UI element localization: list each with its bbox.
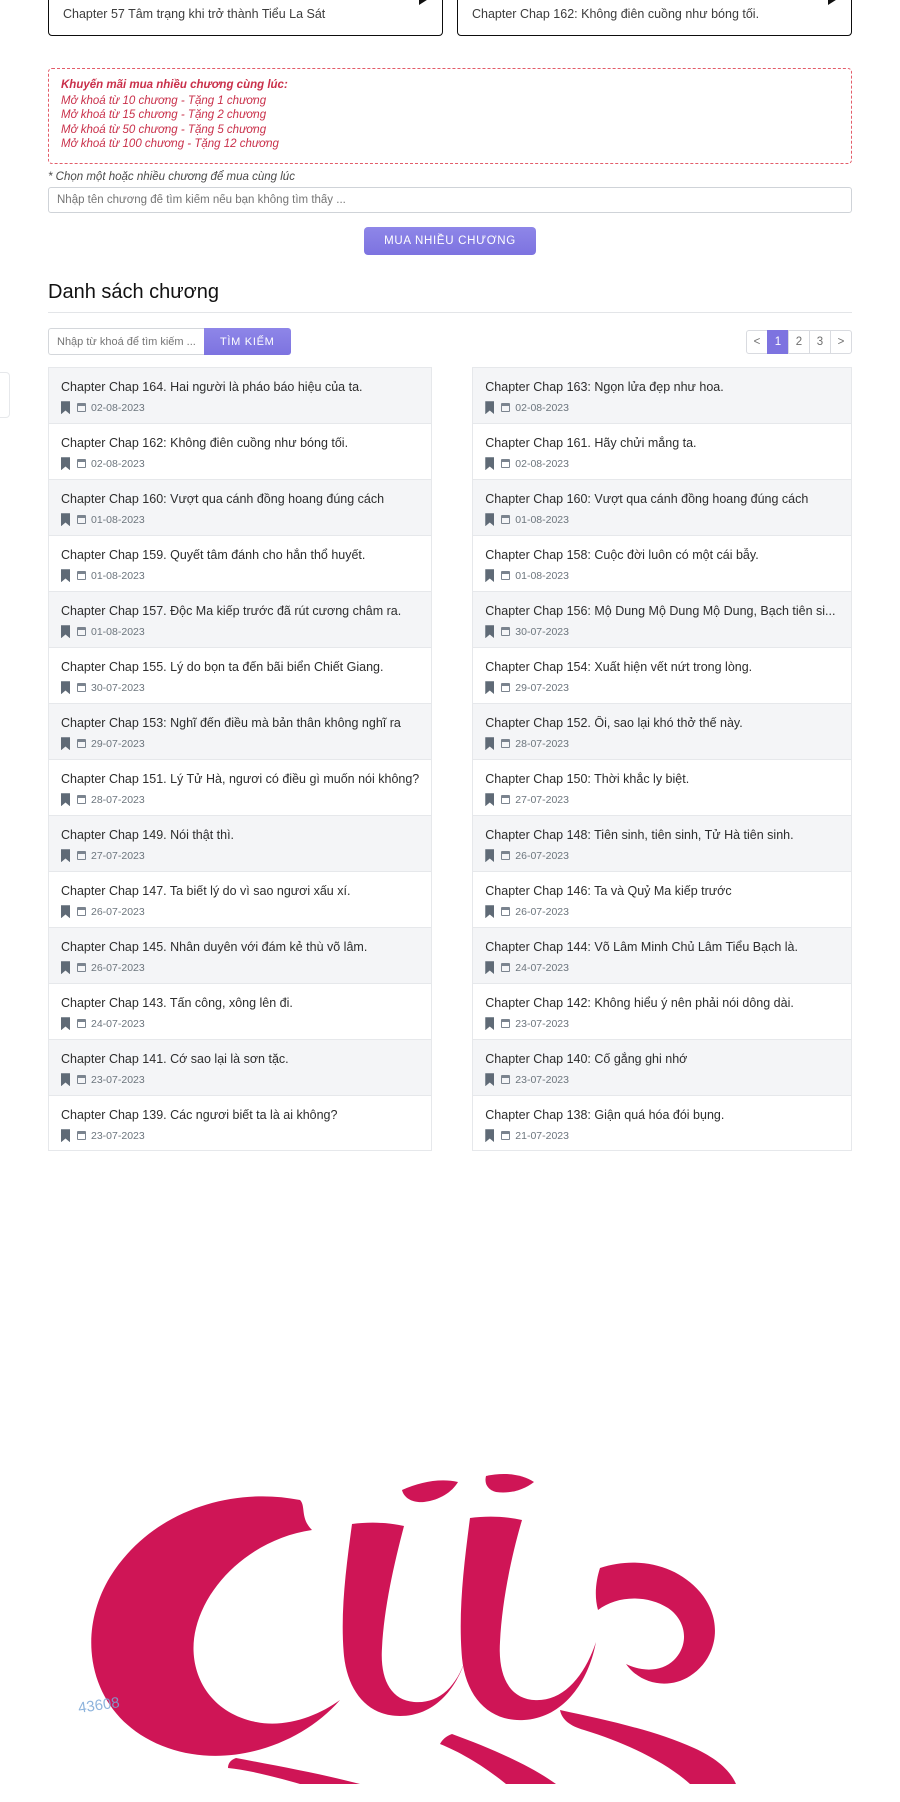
search-button[interactable]: TÌM KIẾM xyxy=(204,328,291,355)
chapter-date: 23-07-2023 xyxy=(91,1073,145,1086)
top-chapter-cards xyxy=(0,0,900,36)
calendar-icon xyxy=(77,403,86,412)
first-chapter-subtitle: Chapter 57 Tâm trạng khi trở thành Tiểu La Sát xyxy=(63,7,326,21)
pagination-next[interactable]: > xyxy=(830,330,852,354)
chapter-date: 01-08-2023 xyxy=(515,569,569,582)
chapter-date: 23-07-2023 xyxy=(515,1017,569,1030)
calendar-icon xyxy=(77,851,86,860)
calligraphy-artwork xyxy=(0,1472,900,1784)
latest-chapter-subtitle: Chapter Chap 162: Không điên cuồng như bóng tối. xyxy=(472,7,760,21)
list-item[interactable] xyxy=(48,871,432,927)
calendar-icon xyxy=(501,1075,510,1084)
chapter-date: 01-08-2023 xyxy=(91,625,145,638)
watermark-code: 43608 xyxy=(77,1694,121,1717)
chapter-title: Chapter Chap 149. Nói thật thì. xyxy=(61,828,235,843)
chapter-title: Chapter Chap 146: Ta và Quỷ Ma kiếp trước xyxy=(485,884,732,899)
calendar-icon xyxy=(501,851,510,860)
chapter-meta xyxy=(61,513,419,526)
page-edge-decoration xyxy=(0,372,10,418)
chapter-column-right xyxy=(472,367,852,1151)
list-item[interactable] xyxy=(48,479,432,535)
chapter-meta xyxy=(61,961,419,974)
chapter-date: 29-07-2023 xyxy=(91,737,145,750)
pagination-page-1[interactable]: 1 xyxy=(767,330,789,354)
chapter-title: Chapter Chap 147. Ta biết lý do vì sao ngươi xấu xí. xyxy=(61,884,351,899)
chapter-meta xyxy=(61,457,419,470)
calendar-icon xyxy=(77,963,86,972)
chapter-meta xyxy=(485,569,839,582)
calendar-icon xyxy=(501,627,510,636)
calendar-icon xyxy=(501,1131,510,1140)
chapter-title: Chapter Chap 145. Nhân duyên với đám kẻ thù võ lâm. xyxy=(61,940,368,955)
chapter-title: Chapter Chap 154: Xuất hiện vết nứt trong lòng. xyxy=(485,660,753,675)
bookmark-icon[interactable] xyxy=(485,457,494,470)
latest-chapter-card[interactable] xyxy=(457,0,852,36)
chapter-meta xyxy=(485,961,839,974)
chapter-date: 21-07-2023 xyxy=(515,1129,569,1142)
chapter-date: 24-07-2023 xyxy=(515,961,569,974)
list-item[interactable] xyxy=(472,423,852,479)
promo-line-3: Mở khoá từ 50 chương - Tặng 5 chương xyxy=(61,123,267,136)
pagination xyxy=(746,330,852,354)
chapter-meta xyxy=(485,457,839,470)
calendar-icon xyxy=(77,571,86,580)
chapter-title: Chapter Chap 139. Các ngươi biết ta là ai không? xyxy=(61,1108,338,1123)
list-item[interactable] xyxy=(472,1039,852,1095)
calendar-icon xyxy=(77,459,86,468)
search-group xyxy=(48,328,291,355)
list-item[interactable] xyxy=(472,479,852,535)
chapter-title: Chapter Chap 160: Vượt qua cánh đồng hoang đúng cách xyxy=(485,492,809,507)
list-item[interactable] xyxy=(472,535,852,591)
list-item[interactable] xyxy=(472,703,852,759)
calendar-icon xyxy=(77,627,86,636)
chapter-title: Chapter Chap 153: Nghĩ đến điều mà bản thân không nghĩ ra xyxy=(61,716,401,731)
list-item[interactable] xyxy=(48,535,432,591)
buy-button-row xyxy=(0,227,900,255)
chapter-column-left xyxy=(48,367,432,1151)
chapter-date: 27-07-2023 xyxy=(515,793,569,806)
chapter-date: 28-07-2023 xyxy=(515,737,569,750)
list-item[interactable] xyxy=(48,983,432,1039)
chapter-title: Chapter Chap 143. Tấn công, xông lên đi. xyxy=(61,996,293,1011)
chapter-date: 01-08-2023 xyxy=(515,513,569,526)
chapter-meta xyxy=(485,1129,839,1142)
chapter-date: 02-08-2023 xyxy=(91,401,145,414)
bookmark-icon[interactable] xyxy=(61,569,70,582)
calendar-icon xyxy=(501,1019,510,1028)
buy-note: * Chọn một hoặc nhiều chương để mua cùng lúc xyxy=(48,171,295,184)
chapter-meta xyxy=(61,1017,419,1030)
calendar-icon xyxy=(77,515,86,524)
chapter-meta xyxy=(485,737,839,750)
calendar-icon xyxy=(77,1075,86,1084)
chapter-date: 02-08-2023 xyxy=(515,457,569,470)
calendar-icon xyxy=(501,795,510,804)
bookmark-icon[interactable] xyxy=(61,681,70,694)
chapter-title: Chapter Chap 162: Không điên cuồng như bóng tối. xyxy=(61,436,349,451)
bookmark-icon[interactable] xyxy=(61,961,70,974)
buy-chapter-search-input[interactable] xyxy=(48,187,852,213)
calendar-icon xyxy=(77,1019,86,1028)
chapter-date: 23-07-2023 xyxy=(515,1073,569,1086)
bookmark-icon[interactable] xyxy=(61,1017,70,1030)
list-item[interactable] xyxy=(472,983,852,1039)
chapter-date: 23-07-2023 xyxy=(91,1129,145,1142)
chapter-meta xyxy=(61,1073,419,1086)
bookmark-icon[interactable] xyxy=(485,1073,494,1086)
chapter-meta xyxy=(61,569,419,582)
chapter-date: 26-07-2023 xyxy=(91,961,145,974)
chapter-date: 27-07-2023 xyxy=(91,849,145,862)
chapter-date: 02-08-2023 xyxy=(91,457,145,470)
heading-divider xyxy=(48,312,852,313)
chapter-date: 01-08-2023 xyxy=(91,569,145,582)
list-item[interactable] xyxy=(48,1095,432,1151)
list-item[interactable] xyxy=(48,759,432,815)
calendar-icon xyxy=(501,739,510,748)
list-item[interactable] xyxy=(48,367,432,423)
calendar-icon xyxy=(501,907,510,916)
bookmark-icon[interactable] xyxy=(61,793,70,806)
list-item[interactable] xyxy=(472,815,852,871)
chapter-meta xyxy=(61,1129,419,1142)
list-item[interactable] xyxy=(48,1039,432,1095)
pagination-prev[interactable]: < xyxy=(746,330,768,354)
chapter-list-heading-wrap xyxy=(0,281,900,304)
chapter-title: Chapter Chap 150: Thời khắc ly biệt. xyxy=(485,772,690,787)
bookmark-icon[interactable] xyxy=(61,401,70,414)
chapter-title: Chapter Chap 141. Cớ sao lại là sơn tặc. xyxy=(61,1052,289,1067)
chapter-meta xyxy=(61,849,419,862)
chapter-meta xyxy=(485,1017,839,1030)
chapter-date: 29-07-2023 xyxy=(515,681,569,694)
bookmark-icon[interactable] xyxy=(485,513,494,526)
chapter-title: Chapter Chap 138: Giận quá hóa đói bụng. xyxy=(485,1108,725,1123)
bookmark-icon[interactable] xyxy=(485,849,494,862)
pagination-page-3[interactable]: 3 xyxy=(809,330,831,354)
chapter-meta xyxy=(485,905,839,918)
chapter-meta xyxy=(61,401,419,414)
calendar-icon xyxy=(501,683,510,692)
chapter-title: Chapter Chap 152. Ôi, sao lại khó thở thế này. xyxy=(485,716,743,731)
calendar-icon xyxy=(77,907,86,916)
chapter-title: Chapter Chap 163: Ngọn lửa đẹp như hoa. xyxy=(485,380,724,395)
chapter-date: 01-08-2023 xyxy=(91,513,145,526)
page-title: Danh sách chương xyxy=(48,281,220,304)
chapter-title: Chapter Chap 161. Hãy chửi mắng ta. xyxy=(485,436,697,451)
chapter-title: Chapter Chap 142: Không hiểu ý nên phải nói dông dài. xyxy=(485,996,794,1011)
calendar-icon xyxy=(501,963,510,972)
promo-title: Khuyến mãi mua nhiều chương cùng lúc: xyxy=(61,79,288,91)
chapter-date: 24-07-2023 xyxy=(91,1017,145,1030)
search-input[interactable] xyxy=(48,328,204,355)
bookmark-icon[interactable] xyxy=(485,905,494,918)
list-item[interactable] xyxy=(48,647,432,703)
promo-box xyxy=(48,68,852,164)
promo-line-2: Mở khoá từ 15 chương - Tặng 2 chương xyxy=(61,109,267,122)
promo-line-1: Mở khoá từ 10 chương - Tặng 1 chương xyxy=(61,95,267,107)
chapter-title: Chapter Chap 144: Võ Lâm Minh Chủ Lâm Tiểu Bạch là. xyxy=(485,940,798,955)
promo-line-4: Mở khoá từ 100 chương - Tặng 12 chương xyxy=(61,137,279,150)
chapter-title: Chapter Chap 156: Mộ Dung Mộ Dung Mộ Dung, Bạch tiên si... xyxy=(485,604,836,619)
chapter-meta xyxy=(485,849,839,862)
bookmark-icon[interactable] xyxy=(61,1129,70,1142)
chapter-toolbar xyxy=(0,328,900,355)
bookmark-icon[interactable] xyxy=(485,1017,494,1030)
list-item[interactable] xyxy=(472,591,852,647)
buy-many-chapters-button[interactable]: MUA NHIỀU CHƯƠNG xyxy=(364,227,536,255)
list-item[interactable] xyxy=(472,1095,852,1151)
list-item[interactable] xyxy=(48,703,432,759)
bookmark-icon[interactable] xyxy=(61,905,70,918)
chapter-title: Chapter Chap 155. Lý do bọn ta đến bãi biển Chiết Giang. xyxy=(61,660,384,675)
chapter-meta xyxy=(485,513,839,526)
calendar-icon xyxy=(77,739,86,748)
bookmark-icon[interactable] xyxy=(61,1073,70,1086)
chapter-meta xyxy=(61,737,419,750)
chapter-meta xyxy=(485,625,839,638)
chapter-title: Chapter Chap 160: Vượt qua cánh đồng hoang đúng cách xyxy=(61,492,385,507)
play-arrow-icon xyxy=(828,0,839,5)
bookmark-icon[interactable] xyxy=(61,457,70,470)
list-item[interactable] xyxy=(472,367,852,423)
list-item[interactable] xyxy=(48,423,432,479)
chapter-list xyxy=(0,367,900,1151)
chapter-date: 26-07-2023 xyxy=(515,905,569,918)
calendar-icon xyxy=(77,795,86,804)
chapter-meta xyxy=(485,401,839,414)
list-item[interactable] xyxy=(472,927,852,983)
bookmark-icon[interactable] xyxy=(61,513,70,526)
chapter-date: 28-07-2023 xyxy=(91,793,145,806)
chapter-title: Chapter Chap 157. Độc Ma kiếp trước đã rút cương châm ra. xyxy=(61,604,402,619)
chapter-title: Chapter Chap 151. Lý Tử Hà, ngươi có điều gì muốn nói không? xyxy=(61,772,420,787)
bookmark-icon[interactable] xyxy=(485,681,494,694)
pagination-page-2[interactable]: 2 xyxy=(788,330,810,354)
chapter-meta xyxy=(61,625,419,638)
chapter-meta xyxy=(485,793,839,806)
chapter-date: 26-07-2023 xyxy=(91,905,145,918)
bookmark-icon[interactable] xyxy=(61,849,70,862)
bookmark-icon[interactable] xyxy=(485,625,494,638)
calendar-icon xyxy=(77,1131,86,1140)
calendar-icon xyxy=(501,403,510,412)
play-arrow-icon xyxy=(419,0,430,5)
chapter-date: 30-07-2023 xyxy=(515,625,569,638)
list-item[interactable] xyxy=(48,815,432,871)
calendar-icon xyxy=(77,683,86,692)
bookmark-icon[interactable] xyxy=(485,737,494,750)
chapter-meta xyxy=(485,1073,839,1086)
first-chapter-card[interactable] xyxy=(48,0,443,36)
bookmark-icon[interactable] xyxy=(485,401,494,414)
bookmark-icon[interactable] xyxy=(485,961,494,974)
promo-section xyxy=(0,68,900,164)
chapter-date: 02-08-2023 xyxy=(515,401,569,414)
list-item[interactable] xyxy=(472,759,852,815)
list-item[interactable] xyxy=(48,591,432,647)
chapter-title: Chapter Chap 148: Tiên sinh, tiên sinh, Tử Hà tiên sinh. xyxy=(485,828,794,843)
buy-input-wrapper xyxy=(0,187,900,213)
bookmark-icon[interactable] xyxy=(61,625,70,638)
bookmark-icon[interactable] xyxy=(61,737,70,750)
chapter-meta xyxy=(61,793,419,806)
chapter-date: 26-07-2023 xyxy=(515,849,569,862)
chapter-meta xyxy=(61,905,419,918)
list-item[interactable] xyxy=(472,871,852,927)
bookmark-icon[interactable] xyxy=(485,1129,494,1142)
chapter-title: Chapter Chap 140: Cố gắng ghi nhớ xyxy=(485,1052,688,1067)
calendar-icon xyxy=(501,571,510,580)
bookmark-icon[interactable] xyxy=(485,569,494,582)
chapter-meta xyxy=(61,681,419,694)
list-item[interactable] xyxy=(48,927,432,983)
chapter-title: Chapter Chap 159. Quyết tâm đánh cho hắn thổ huyết. xyxy=(61,548,366,563)
list-item[interactable] xyxy=(472,647,852,703)
chapter-title: Chapter Chap 164. Hai người là pháo báo hiệu của ta. xyxy=(61,380,363,395)
calendar-icon xyxy=(501,515,510,524)
bookmark-icon[interactable] xyxy=(485,793,494,806)
chapter-meta xyxy=(485,681,839,694)
calendar-icon xyxy=(501,459,510,468)
chapter-date: 30-07-2023 xyxy=(91,681,145,694)
chapter-title: Chapter Chap 158: Cuộc đời luôn có một cái bẫy. xyxy=(485,548,759,563)
